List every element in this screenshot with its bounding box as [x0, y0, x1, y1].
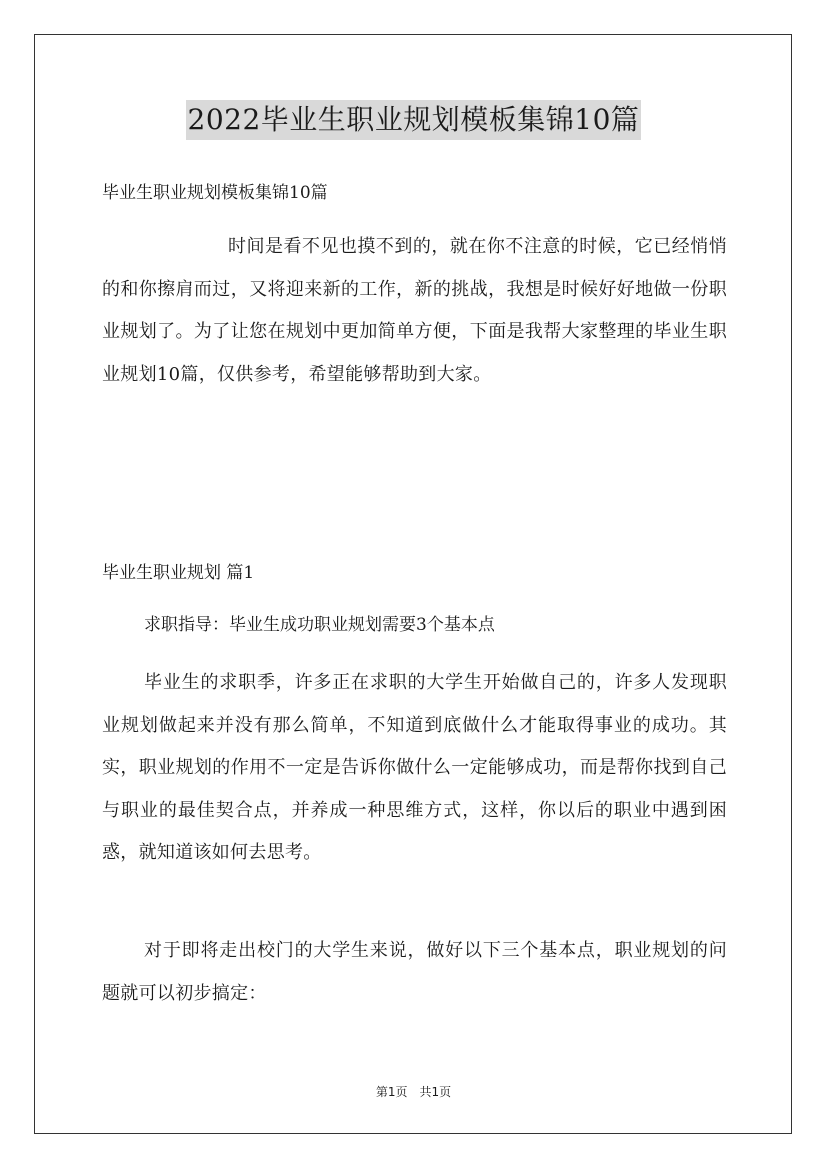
- section-heading: 毕业生职业规划 篇1: [102, 563, 255, 583]
- body-paragraph-1: 毕业生的求职季，许多正在求职的大学生开始做自己的，许多人发现职业规划做起来并没有那么简单，不知道到底做什么才能取得事业的成功。其实，职业规划的作用不一定是告诉你做什么一定能够成功，而是帮你找到自己与职业的最佳契合点，并养成一种思维方式，这样，你以后的职业中遇到困惑，就知道该如何去思考。: [102, 672, 727, 863]
- guide-title: 求职指导：毕业生成功职业规划需要3个基本点: [144, 615, 495, 635]
- document-title: 2022毕业生职业规划模板集锦10篇: [186, 100, 642, 140]
- page-footer: 第1页 共1页: [375, 1085, 452, 1099]
- intro-paragraph: 时间是看不见也摸不到的，就在你不注意的时候，它已经悄悄的和你擦肩而过，又将迎来新的工作，新的挑战，我想是时候好好地做一份职业规划了。为了让您在规划中更加简单方便，下面是我帮大家整理的毕业生职业规划10篇，仅供参考，希望能够帮助到大家。: [102, 236, 727, 385]
- document-subtitle: 毕业生职业规划模板集锦10篇: [102, 183, 328, 203]
- title-container: [0, 100, 827, 140]
- body-paragraph-2: 对于即将走出校门的大学生来说，做好以下三个基本点，职业规划的问题就可以初步搞定：: [102, 940, 727, 1004]
